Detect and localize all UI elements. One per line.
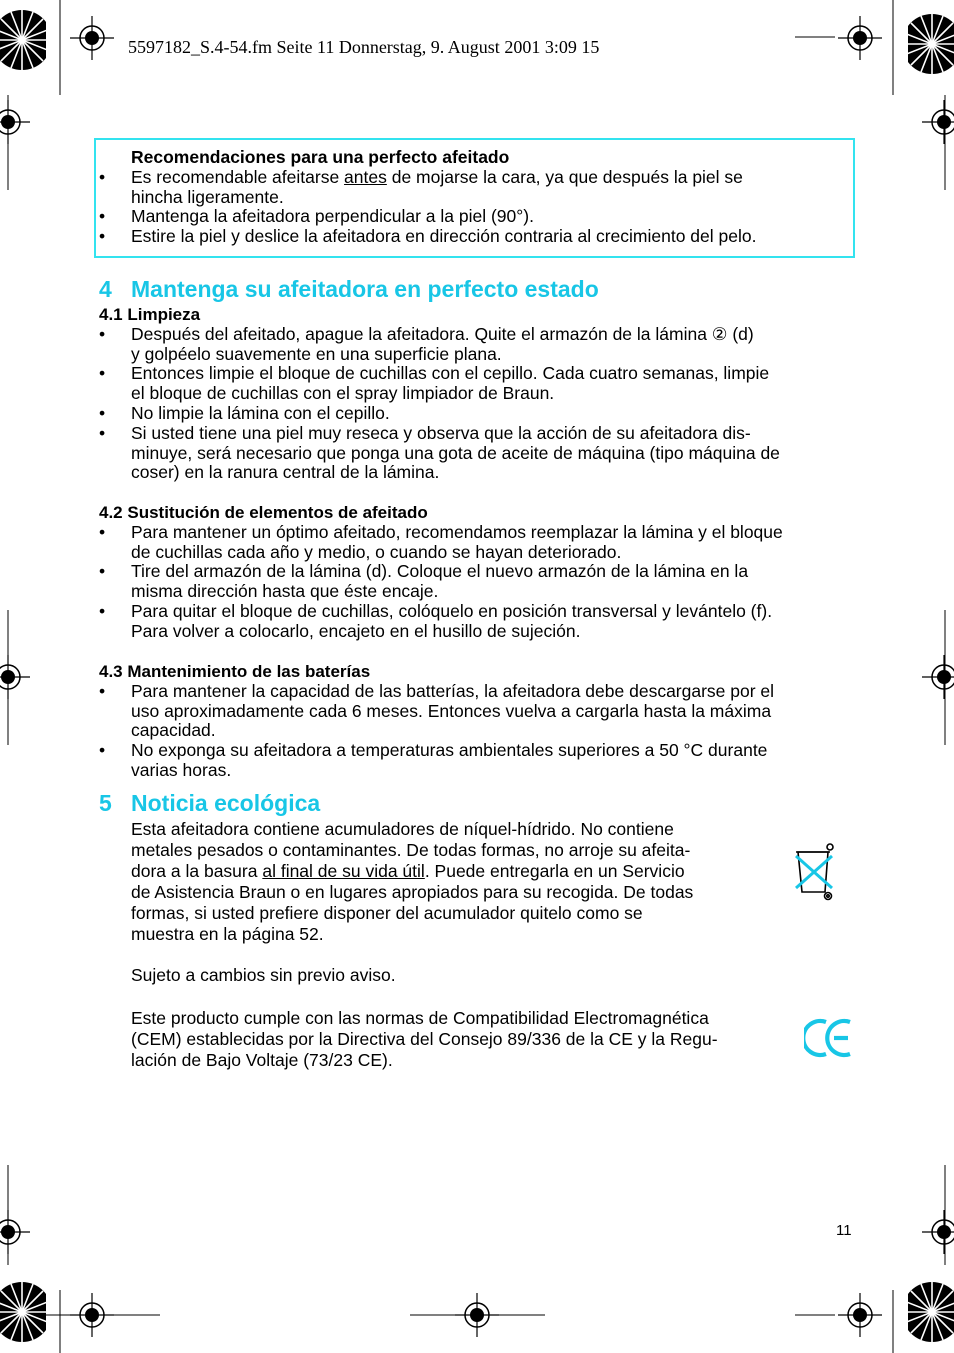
list-item: • Para quitar el bloque de cuchillas, colóquelo en posición transversal y levántelo (f). Para volver a colocarlo, encajeto en el husillo de sujeción. <box>99 602 859 642</box>
emphasis-underlined: antes <box>344 166 387 187</box>
registration-mark-icon <box>838 1293 882 1337</box>
list-item: • Mantenga la afeitadora perpendicular a la piel (90°). <box>99 207 859 227</box>
eco-paragraph: Esta afeitadora contiene acumuladores de níquel-hídrido. No contiene metales pesados o contaminantes. De todas formas, no arroje su afeita- dora a la basura al final de su vida útil. Puede entregarla en un Servicio de Asistencia Braun o en lugares apropiados para su recogida. De todas formas, si usted prefiere disponer del acumulador quitelo como se muestra en la página 52. <box>131 819 694 944</box>
list-item: • Tire del armazón de la lámina (d). Coloque el nuevo armazón de la lámina en la misma dirección hasta que éste encaje. <box>99 562 859 602</box>
list-item: • Para mantener un óptimo afeitado, recomendamos reemplazar la lámina y el bloque de cuchillas cada año y medio, o cuando se hayan deteriorado. <box>99 523 859 563</box>
emphasis-underlined: al final de su vida útil <box>262 861 425 881</box>
registration-mark-icon <box>455 1293 499 1337</box>
section-heading-5: 5 Noticia ecológica <box>99 790 321 816</box>
registration-mark-icon <box>70 1293 114 1337</box>
registration-mark-icon <box>922 1210 954 1254</box>
registration-mark-icon <box>0 100 30 144</box>
sunburst-mark-icon <box>908 1276 954 1348</box>
ce-mark-icon <box>804 1016 854 1060</box>
registration-mark-icon <box>922 100 954 144</box>
list-item: • Estire la piel y deslice la afeitadora en dirección contraria al crecimiento del pelo. <box>99 227 859 247</box>
battery-list <box>99 682 859 781</box>
list-item: • Para mantener la capacidad de las batterías, la afeitadora debe descargarse por el uso aproximadamente cada 6 meses. Entonces vuelva a cargarla hasta la máxima capacidad. <box>99 682 859 741</box>
registration-mark-icon <box>0 1210 30 1254</box>
subsection-title: 4.1 Limpieza <box>99 305 201 324</box>
replacement-list <box>99 523 859 642</box>
file-info-header: 5597182_S.4-54.fm Seite 11 Donnerstag, 9. August 2001 3:09 15 <box>128 37 600 57</box>
registration-mark-icon <box>838 16 882 60</box>
sunburst-mark-icon <box>908 8 954 80</box>
registration-mark-icon <box>922 655 954 699</box>
list-item: • Es recomendable afeitarse antes de mojarse la cara, ya que después la piel se hincha ligeramente. <box>99 168 859 208</box>
subsection-title: 4.2 Sustitución de elementos de afeitado <box>99 503 428 522</box>
sunburst-mark-icon <box>0 4 46 76</box>
cleaning-list <box>99 325 859 483</box>
tips-title: Recomendaciones para una perfecto afeitado <box>131 147 510 167</box>
list-item: • No limpie la lámina con el cepillo. <box>99 404 859 424</box>
compliance-paragraph: Este producto cumple con las normas de Compatibilidad Electromagnética (CEM) establecidas por la Directiva del Consejo 89/336 de la CE y la Regu- lación de Bajo Voltaje (73/23 CE). <box>131 1008 718 1070</box>
tips-list <box>99 168 859 247</box>
sunburst-mark-icon <box>0 1276 46 1348</box>
registration-mark-icon <box>0 655 30 699</box>
section-heading-4: 4 Mantenga su afeitadora en perfecto estado <box>99 276 599 302</box>
list-item: • Si usted tiene una piel muy reseca y observa que la acción de su afeitadora dis- minuye, será necesario que ponga una gota de aceite de máquina (tipo máquina de coser) en la ranura central de la lámina. <box>99 424 859 483</box>
subsection-batteries <box>99 662 859 781</box>
page-number: 11 <box>836 1222 852 1239</box>
subsection-limpieza <box>99 305 859 483</box>
list-item: • Entonces limpie el bloque de cuchillas con el cepillo. Cada cuatro semanas, limpie el bloque de cuchillas con el spray limpiador de Braun. <box>99 364 859 404</box>
registration-mark-icon <box>70 16 114 60</box>
crossed-out-bin-icon <box>792 842 838 902</box>
list-item: • Después del afeitado, apague la afeitadora. Quite el armazón de la lámina ② (d) y golpéelo suavemente en una superficie plana. <box>99 325 859 365</box>
subsection-title: 4.3 Mantenimiento de las baterías <box>99 662 371 681</box>
list-item: • No exponga su afeitadora a temperaturas ambientales superiores a 50 °C durante varias horas. <box>99 741 859 781</box>
tips-box-content <box>99 148 859 247</box>
change-notice: Sujeto a cambios sin previo aviso. <box>131 965 396 985</box>
subsection-replacement <box>99 503 859 642</box>
